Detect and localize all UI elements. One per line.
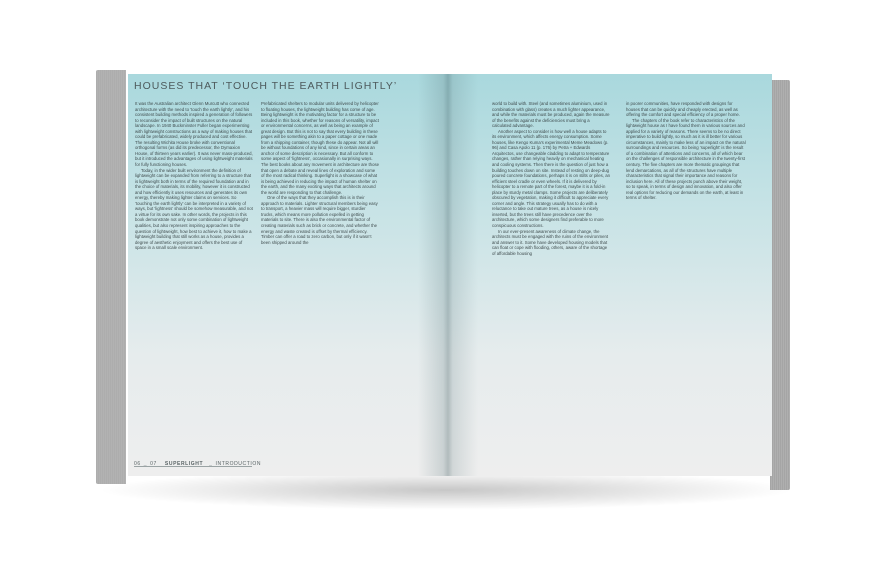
book-shadow (96, 470, 796, 510)
paragraph: The chapters of the book refer to characteristics of the lightweight house as I have found them in various sources and applied for a variety of reasons. There seems to be no direct imperative to build lightly, so much as it is ill better for various circumstances, mainly to make less of an impact on the natural surroundings and resources. So being ‘superlight’ is the result of a combination of attentions and concerns, all of which bear on the challenges of responsible architecture in the twenty-first century. The five chapters are more thematic groupings that lend demarcations, as all of the structures have multiple characteristics that signal their importance and reasons for inclusion here. All of these projects punch above their weight, so to speak, in terms of design and innovation, and also offer real options for reducing our demands on the earth, at least in terms of shelter. (626, 117, 746, 201)
spread-heading: HOUSES THAT ‘TOUCH THE EARTH LIGHTLY’ (134, 80, 398, 92)
paragraph: Prefabricated shelters to modular units delivered by helicopter to floating houses, the lightweight building has come of age. Being lightweight is the motivating factor for a structure to be included in this book, whether for reasons of versatility, impact or environmental concerns, as well as being an example of great design. But this is not to say that every building in these pages will be something akin to a paper cottage or one made from a shipping container, though these do appear. Not all will be without foundations of any kind, since in certain areas an anchor of some description is necessary. But all conform to some aspect of ‘lightness’, occasionally in surprising ways. The best books about any movement in architecture are those that open a debate and reveal lines of exploration and some of the most radical thinking. Superlight is a showcase of what is being achieved in reducing the impact of human shelter on the earth, and the many exciting ways that architects around the world are responding to that challenge. (261, 101, 379, 195)
paragraph: Another aspect to consider is how well a house adapts to its environment, which affects energy consumption. Some houses, like Kengo Kuma’s experimental Meme Meadows (p. 96) and Casa Apolo 11 (p. 176) by Petra + Edwards Arquitectos, use changeable cladding to adapt to temperature changes, rather than relying heavily on mechanical heating and cooling systems. Then there is the question of just how a building touches down on site. Instead of resting on deep-dug poured concrete foundations, perhaps it is on stilts or piles, an efficient steel cradle or even wheels. If it is delivered by helicopter to a remote part of the forest, maybe it is a fold-in place by sturdy metal clamps. Some projects are deliberately obscured by vegetation, making it difficult to appreciate every corner and angle. This strategy usually has to do with a reluctance to take out mature trees, as a house is nicely inserted, but the trees still have precedence over the architecture, which some designers find preferable to more conspicuous constructions. (492, 128, 610, 229)
page-edges-left (96, 70, 126, 484)
text-column-1 (135, 101, 253, 316)
page-number-alt: 07 (150, 461, 157, 467)
paragraph: It was the Australian architect Glenn Murcutt who connected architecture with the need to ‘touch the earth lightly’, and his consistent building methods inspired a generation of followers to reconsider the impact of built structures on the natural landscape. In 1940 Buckminster Fuller began experimenting with lightweight constructions as a way of making houses that could be prefabricated, widely produced and cost effective. The resulting Wichita House broke with conventional orthogonal forms (as did its predecessor, the Dymaxion House, of thirteen years earlier). It was never mass-produced, but it introduced the advantages of using lightweight materials for fully functioning houses. (135, 101, 253, 168)
text-column-3 (492, 101, 610, 287)
text-column-4 (626, 101, 746, 215)
footer-rule (134, 466, 252, 467)
paragraph: Today, in the wider built environment the definition of lightweight can be expanded from referring to a structure that is lightweight both in terms of the required foundation and in the choice of materials, its mobility, however it is constructed and how efficiently it uses resources and generates its own energy, thereby making lighter claims on services. So ‘touching the earth lightly’ can be interpreted in a variety of ways, but ‘lightness’ should be somehow measurable, and not a virtue for its own sake. In other words, the projects in this book demonstrate not only some combination of lightweight qualities, but also represent inspiring approaches to the question of lightweight, how best to achieve it, how to make a lightweight building that still works as a house, provides a degree of aesthetic enjoyment and offers the best use of space in a small scale environment. (135, 167, 253, 251)
footer-separator: _ (143, 461, 148, 467)
book-gutter (418, 74, 478, 476)
paragraph: One of the ways that they accomplish this is in their approach to materials. Lighter structural members being easy to transport, a heavier mass will require bigger, sturdier trucks, which means more pollution expelled in getting materials to site. There is also the environmental factor of creating materials such as brick or concrete, and whether the energy and waste created is offset by thermal efficiency. Timber can offer a road to zero carbon, but only if it wasn’t been shipped around the (261, 195, 378, 245)
page-number: 06 (134, 461, 141, 467)
text-column-2 (261, 101, 379, 301)
paragraph: world to build with. Steel (and sometimes aluminium, used in combination with glass) creates a much lighter appearance, and while the materials must be produced, again the measure of the benefits against the deficiencies must bring a calculated advantage. (492, 101, 610, 129)
page-edges-right (770, 80, 790, 490)
footer-section: SUPERLIGHT (164, 461, 204, 467)
paragraph: in poorer communities, have responded with designs for houses that can be quickly and cheaply erected, as well as offering the comfort and special efficiency of a proper home. (626, 101, 741, 118)
paragraph: In our ever-present awareness of climate change, the architects must be engaged with the ruins of the environment and answer to it. Some have developed housing models that can float or cope with flooding, others, aware of the shortage of affordable housing (492, 228, 609, 256)
footer-chapter: INTRODUCTION (215, 461, 262, 467)
footer-separator: _ (209, 461, 213, 467)
